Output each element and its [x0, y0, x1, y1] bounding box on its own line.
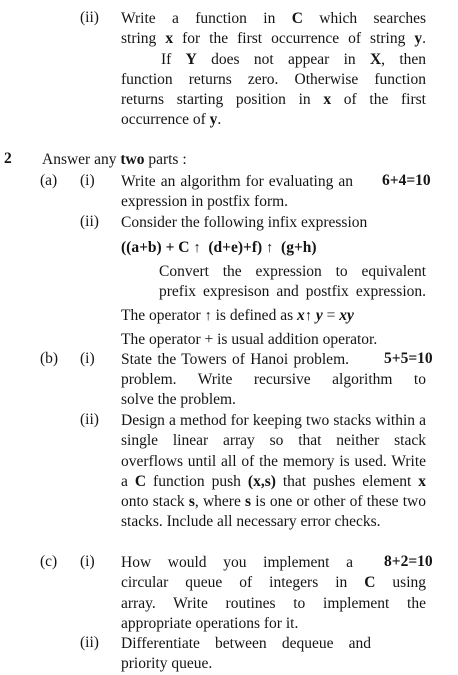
- infix-expression: ((a+b) + C ↑ (d+e)+f) ↑ (g+h): [121, 239, 317, 256]
- part-a-i-label: (i): [80, 172, 95, 189]
- prev-subpart-label: (ii): [80, 9, 99, 26]
- part-b-i-label: (i): [80, 350, 95, 367]
- plus-operator-note: The operator + is usual addition operator.: [121, 331, 378, 348]
- part-c-marks: 8+2=10: [384, 553, 433, 570]
- convert-instruction: Convert the expression to equivalent prefix expresison and postfix expression.: [159, 263, 426, 301]
- question-number: 2: [4, 150, 12, 167]
- part-c-i-label: (i): [80, 553, 95, 570]
- part-b-marks: 5+5=10: [384, 350, 433, 367]
- part-c-ii-label: (ii): [80, 634, 99, 651]
- part-a-i-text: Write an algorithm for evaluating an expression in postfix form.: [121, 173, 353, 211]
- up-arrow-icon: ↑: [204, 308, 212, 324]
- part-c-ii-text: Differentiate between dequeue and priority queue.: [121, 635, 371, 673]
- part-b-i-text-rest: problem. Write recursive algorithm to solve the problem.: [121, 371, 426, 409]
- up-arrow-icon: ↑: [193, 240, 201, 256]
- prev-question-text: Write a function in C which searches string x for the first occurrence of string y. If Y does not appear in X, then function returns zero. Otherwise function returns starting position in x of the first occurrence of y.: [121, 10, 427, 129]
- part-a-marks: 6+4=10: [382, 172, 431, 189]
- question-instruction: Answer any two parts :: [42, 151, 187, 168]
- up-arrow-icon: ↑: [266, 240, 274, 256]
- operator-definition: The operator ↑ is defined as x↑ y = xy: [121, 307, 354, 324]
- part-c-label: (c): [40, 553, 58, 570]
- part-a-label: (a): [40, 172, 58, 189]
- part-c-i-text: How would you implement a circular queue of integers in C using array. Write routines to implement the appropriate operations for it.: [121, 554, 426, 632]
- part-b-label: (b): [40, 350, 59, 367]
- part-b-ii-label: (ii): [80, 411, 99, 428]
- part-b-i-text: State the Towers of Hanoi problem.: [121, 351, 349, 368]
- part-a-ii-text: Consider the following infix expression: [121, 214, 368, 231]
- part-a-ii-label: (ii): [80, 213, 99, 230]
- part-b-ii-text: Design a method for keeping two stacks within a single linear array so that neither stack overflows until all of the memory is used. Write a C function push (x,s) that pushes element x onto stack s, where s is one or other of these two stacks. Include all necessary error checks.: [121, 412, 427, 531]
